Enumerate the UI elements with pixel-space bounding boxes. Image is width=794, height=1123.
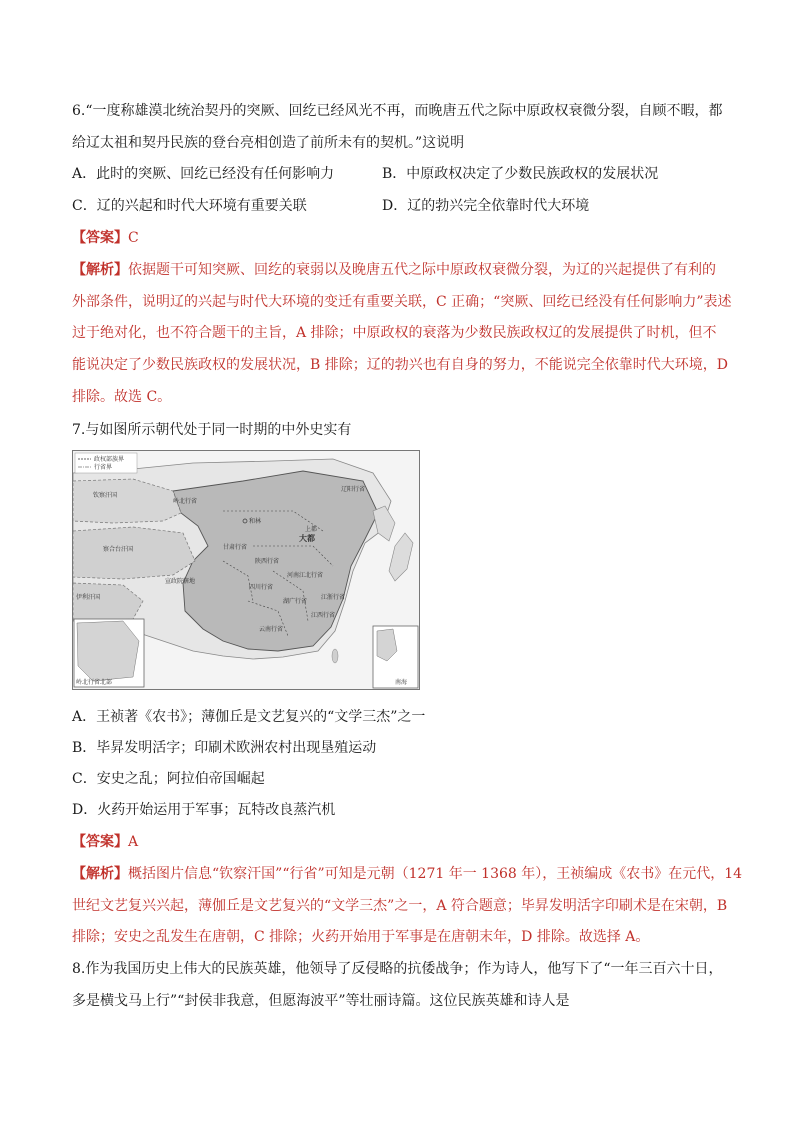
label-xuanzheng: 宣政院辖地 — [165, 578, 196, 585]
q7-option-d: D．火药开始运用于军事；瓦特改良蒸汽机 — [72, 802, 336, 818]
label-dadu: 大都 — [299, 534, 315, 543]
answer-tag: 【答案】 — [72, 834, 128, 850]
q7-analysis-line-2: 世纪文艺复兴兴起，薄伽丘是文艺复兴的“文学三杰”之一，A 符合题意；毕昇发明活字印刷术是在宋朝，B — [72, 898, 728, 914]
legend-label-2: 行省界 — [94, 464, 113, 471]
label-gansu: 甘肃行省 — [223, 544, 248, 551]
label-sichuan: 四川行省 — [249, 584, 274, 591]
analysis-text: 依据题干可知突厥、回纥的衰弱以及晚唐五代之际中原政权衰微分裂，为辽的兴起提供了有利的 — [128, 262, 716, 278]
analysis-tag: 【解析】 — [72, 866, 128, 882]
label-huguang: 湖广行省 — [283, 598, 308, 605]
legend-label-1: 政权部族界 — [94, 456, 125, 463]
q7-answer — [72, 832, 138, 852]
yuan-dynasty-map — [72, 450, 420, 690]
inset-land — [77, 621, 139, 681]
q6-analysis-line-5: 排除。故选 C。 — [72, 389, 172, 405]
label-jiangzhe: 江浙行省 — [321, 594, 346, 601]
label-lingbei: 岭北行省 — [173, 498, 198, 505]
q7-option-a: A．王祯著《农书》；薄伽丘是文艺复兴的“文学三杰”之一 — [72, 709, 426, 725]
map-svg — [73, 451, 419, 689]
q8-stem-line-2: 多是横戈马上行”“封侯非我意，但愿海波平”等壮丽诗篇。这位民族英雄和诗人是 — [72, 993, 570, 1009]
answer-value: A — [128, 834, 139, 850]
q6-option-c: C．辽的兴起和时代大环境有重要关联 — [72, 198, 307, 214]
label-jiangxi: 江西行省 — [311, 612, 336, 619]
analysis-tag: 【解析】 — [72, 262, 128, 278]
q6-stem-line-2: 给辽太祖和契丹民族的登台亮相创造了前所未有的契机。”这说明 — [72, 135, 465, 151]
taiwan-shape — [332, 649, 338, 663]
label-helin: 和林 — [249, 518, 262, 525]
q8-stem-line-1: 8.作为我国历史上伟大的民族英雄，他领导了反侵略的抗倭战争；作为诗人，他写下了“一年三百六十日， — [72, 961, 723, 977]
analysis-text: 概括图片信息“钦察汗国”“行省”可知是元朝（1271 年一 1368 年），王祯编成《农书》在元代，14 — [128, 866, 743, 882]
q6-option-a: A．此时的突厥、回纥已经没有任何影响力 — [72, 166, 335, 182]
q7-option-c: C．安史之乱；阿拉伯帝国崛起 — [72, 771, 265, 787]
answer-value: C — [128, 230, 139, 246]
inset-label: 岭北行省北部 — [76, 679, 113, 686]
label-ilkhanate: 伊利汗国 — [76, 594, 101, 601]
q6-answer — [72, 228, 139, 248]
label-shaanxi: 陕西行省 — [255, 558, 280, 565]
q6-analysis-line-1 — [72, 260, 716, 280]
label-kipchak: 钦察汗国 — [93, 492, 118, 499]
label-henan: 河南江北行省 — [287, 572, 324, 579]
q7-analysis-line-1 — [72, 864, 742, 884]
inset-nanhai-label: 南海 — [395, 679, 408, 686]
q6-analysis-line-2: 外部条件，说明辽的兴起与时代大环境的变迁有重要关联，C 正确；“突厥、回纥已经没有任何影响力”表述 — [72, 294, 732, 310]
q6-option-b: B．中原政权决定了少数民族政权的发展状况 — [382, 166, 659, 182]
label-shangdu: 上都 — [305, 526, 318, 533]
label-chagatai: 察合台汗国 — [103, 546, 134, 553]
q7-analysis-line-3: 排除；安史之乱发生在唐朝，C 排除；火药开始用于军事是在唐朝末年，D 排除。故选择 A。 — [72, 929, 650, 945]
q6-stem-line-1: 6.“一度称雄漠北统治契丹的突厥、回纥已经风光不再，而晚唐五代之际中原政权衰微分裂，自顾不暇，都 — [72, 103, 723, 119]
q6-analysis-line-3: 过于绝对化，也不符合题干的主旨，A 排除；中原政权的衰落为少数民族政权辽的发展提供了时机，但不 — [72, 325, 717, 341]
q6-option-d: D．辽的勃兴完全依靠时代大环境 — [382, 198, 590, 214]
answer-tag: 【答案】 — [72, 230, 128, 246]
label-yunnan: 云南行省 — [259, 626, 284, 633]
label-liaoyang: 辽阳行省 — [341, 486, 366, 493]
q6-analysis-line-4: 能说决定了少数民族政权的发展状况，B 排除；辽的勃兴也有自身的努力，不能说完全依靠时代大环境，D — [72, 357, 728, 373]
q7-stem: 7.与如图所示朝代处于同一时期的中外史实有 — [72, 422, 352, 438]
q7-option-b: B．毕昇发明活字；印刷术欧洲农村出现垦殖运动 — [72, 740, 377, 756]
chagatai-region — [73, 527, 195, 579]
